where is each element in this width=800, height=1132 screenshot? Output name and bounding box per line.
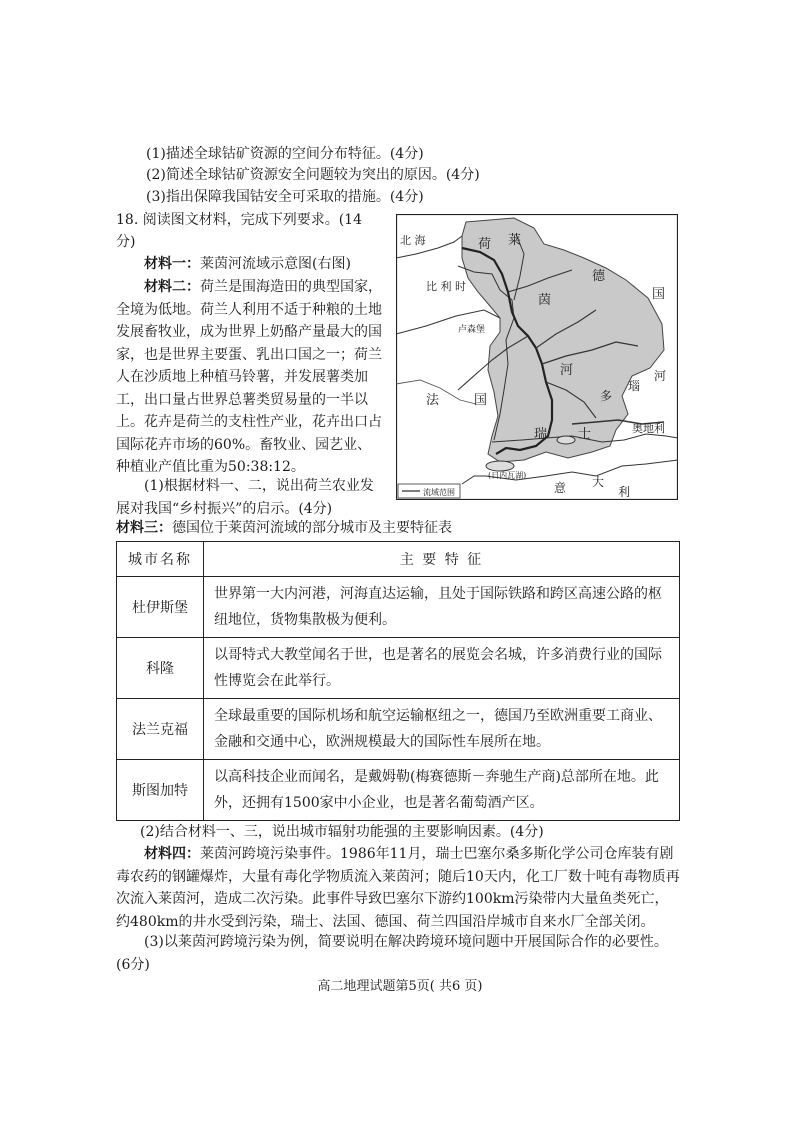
label-lake-geneva: (日内瓦湖) (488, 471, 527, 480)
city-name: 斯图加特 (117, 760, 204, 821)
label-switzerland-1: 瑞 (534, 427, 548, 442)
label-germany-2: 国 (652, 287, 666, 302)
header-feature: 主 要 特 征 (204, 542, 680, 577)
sub-question-1: (1)根据材料一、二，说出荷兰农业发展对我国“乡村振兴”的启示。(4分) (116, 478, 374, 517)
label-rhine-3: 河 (560, 363, 574, 378)
material-3 (116, 518, 452, 538)
label-germany-1: 德 (592, 269, 606, 284)
q17-item-1: (1)描述全球钴矿资源的空间分布特征。(4分) (146, 146, 424, 162)
lake-geneva (486, 461, 514, 471)
label-austria: 奥地利 (632, 422, 665, 435)
q18-heading: 18. 阅读图文材料，完成下列要求。(14 (116, 212, 362, 228)
label-switzerland-2: 士 (578, 427, 592, 442)
label-danube-2: 瑙 (628, 379, 641, 393)
city-feature-table (116, 541, 680, 821)
table-row (117, 760, 680, 821)
material-3-label: 材料三： (116, 520, 172, 536)
page-footer: 高二地理试题第5页( 共6 页) (317, 979, 483, 994)
material-2-label: 材料二： (144, 279, 200, 295)
q17-item-3: (3)指出保障我国钴安全可采取的措施。(4分) (146, 189, 424, 205)
label-france-1: 法 (426, 393, 440, 408)
label-danube-1: 多 (600, 389, 613, 403)
city-name: 法兰克福 (117, 699, 204, 760)
label-danube-3: 河 (654, 369, 667, 383)
material-4-text: 莱茵河跨境污染事件。1986年11月，瑞士巴塞尔桑多斯化学公司仓库装有剧毒农药的钢罐爆炸，大量有毒化学物质流入莱茵河；随后10天内，化工厂数十吨有毒物质再次流入莱茵河，造成二次污染。此事件导致巴塞尔下游约100km污染带内大量鱼类死亡，约480km的井水受到污染，瑞士、法国、德国、荷兰四国沿岸城市自来水厂全部关闭。 (116, 846, 680, 930)
label-italy-2: 大 (592, 475, 605, 489)
label-north-sea: 北 海 (400, 234, 426, 247)
label-italy-1: 意 (554, 481, 567, 495)
city-feature: 以高科技企业而闻名，是戴姆勒(梅赛德斯－奔驰生产商)总部所在地。此外，还拥有1500家中小企业，也是著名葡萄酒产区。 (204, 760, 680, 821)
label-rhine-1: 莱 (508, 233, 522, 248)
city-name: 科隆 (117, 638, 204, 699)
table-row (117, 699, 680, 760)
material-2-text: 荷兰是围海造田的典型国家，全境为低地。荷兰人利用不适于种粮的土地发展畜牧业，成为世界上奶酪产量最大的国家，也是世界主要蛋、乳出口国之一；荷兰人在沙质地上种植马铃薯，并发展薯类加工，出口量占世界总薯类贸易量的一半以上。花卉是荷兰的支柱性产业，花卉出口占国际花卉市场的60%。畜牧业、园艺业、种植业产值比重为50:38:12。 (116, 279, 382, 475)
material-1 (116, 253, 384, 276)
lake-constance (557, 436, 575, 444)
label-france-2: 国 (474, 393, 488, 408)
material-4 (116, 843, 682, 933)
table-row (117, 638, 680, 699)
material-1-text: 莱茵河流域示意图(右图) (200, 256, 351, 272)
material-2 (116, 276, 384, 479)
label-rhine-2: 茵 (538, 293, 552, 308)
label-netherlands: 荷 (478, 237, 492, 252)
material-4-label: 材料四： (144, 846, 200, 862)
city-feature: 世界第一大内河港，河海直达运输，且处于国际铁路和跨区高速公路的枢纽地位，货物集散极为便利。 (204, 577, 680, 638)
rhine-basin-map (396, 214, 678, 500)
legend-label: 流域范围 (423, 488, 455, 497)
label-luxembourg: 卢森堡 (458, 325, 486, 335)
label-belgium: 比 利 时 (426, 280, 466, 293)
header-city-name: 城市名称 (117, 542, 204, 577)
city-feature: 全球最重要的国际机场和航空运输枢纽之一，德国乃至欧洲重要工商业、金融和交通中心，欧洲规模最大的国际性车展所在地。 (204, 699, 680, 760)
label-italy-3: 利 (618, 485, 631, 499)
material-3-text: 德国位于莱茵河流域的部分城市及主要特征表 (172, 520, 452, 536)
q18-heading-cont: 分) (116, 234, 136, 250)
table-header-row (117, 542, 680, 577)
material-1-label: 材料一： (144, 256, 200, 272)
city-name: 杜伊斯堡 (117, 577, 204, 638)
sub-question-2: (2)结合材料一、三，说出城市辐射功能强的主要影响因素。(4分) (140, 824, 544, 840)
sub-question-3: (3)以莱茵河跨境污染为例，简要说明在解决跨境环境问题中开展国际合作的必要性。(6分) (116, 934, 668, 973)
table-row (117, 577, 680, 638)
city-feature: 以哥特式大教堂闻名于世，也是著名的展览会名城，许多消费行业的国际性博览会在此举行。 (204, 638, 680, 699)
q17-item-2: (2)简述全球钴矿资源安全问题较为突出的原因。(4分) (146, 167, 480, 183)
